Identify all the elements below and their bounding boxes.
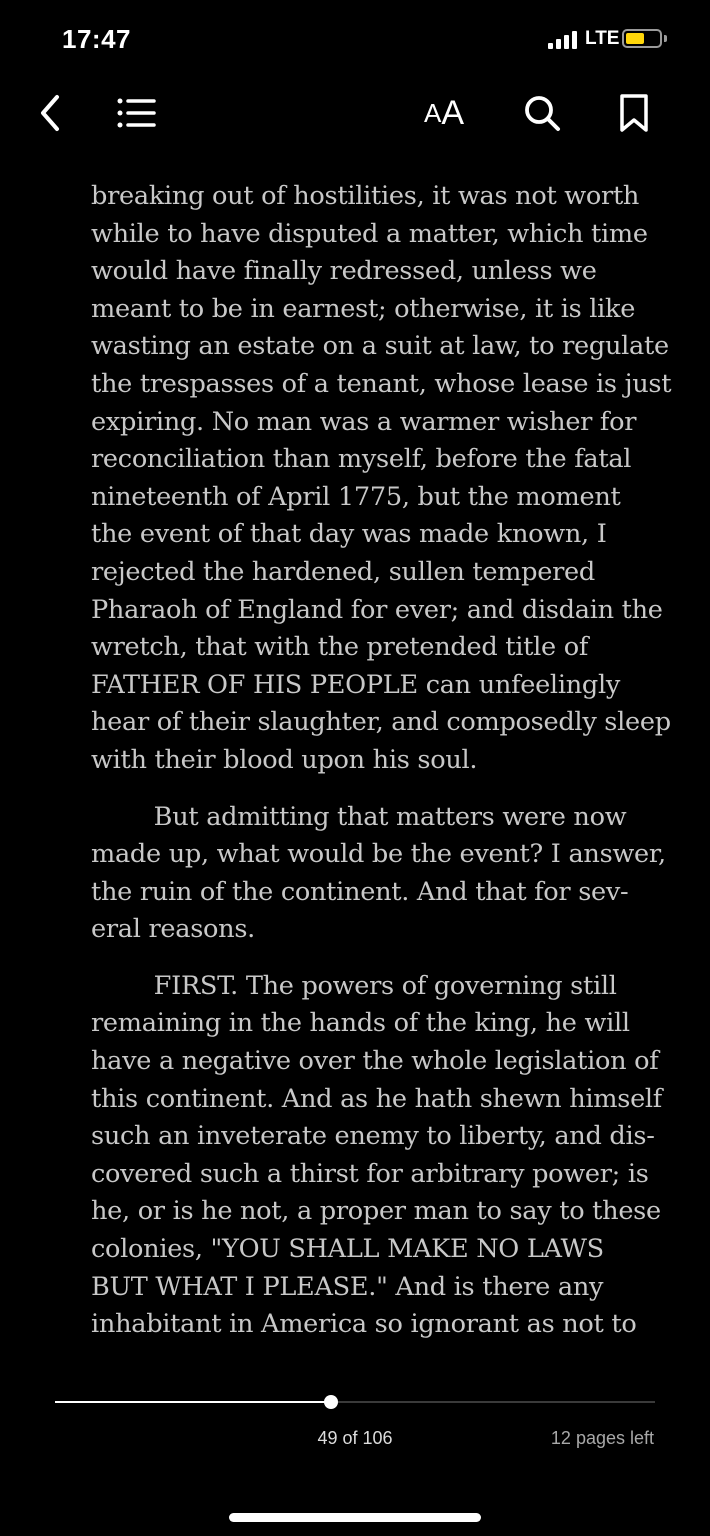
text-line: covered such a thirst for arbitrary power; is: [91, 1158, 649, 1189]
home-indicator[interactable]: [229, 1513, 481, 1522]
text-line: Pharaoh of England for ever; and disdain the: [91, 594, 663, 625]
paragraph: [91, 178, 672, 780]
text-line: hear of their slaughter, and composedly sleep: [91, 707, 671, 738]
battery-tip: [664, 35, 667, 42]
text-line: the event of that day was made known, I: [91, 519, 607, 550]
text-line: inhabitant in America so ignorant as not to: [91, 1309, 637, 1340]
text-line: have a negative over the whole legislation of: [91, 1046, 659, 1077]
text-line: this continent. And as he hath shewn himself: [91, 1083, 662, 1114]
text-line: But admitting that matters were now: [91, 801, 627, 832]
page-count: 49 of 106: [317, 1428, 393, 1448]
pages-left: 12 pages left: [550, 1428, 654, 1448]
status-bar: [0, 0, 710, 80]
bookmark-icon: [618, 93, 650, 133]
reading-progress-slider[interactable]: [55, 1401, 655, 1403]
font-size-large-label: A: [441, 93, 465, 132]
text-line: breaking out of hostilities, it was not worth: [91, 181, 640, 211]
search-button[interactable]: [518, 89, 566, 137]
bookmark-button[interactable]: [610, 89, 658, 137]
text-line: nineteenth of April 1775, but the moment: [91, 481, 621, 512]
text-line: remaining in the hands of the king, he will: [91, 1008, 630, 1039]
text-line: FATHER OF HIS PEOPLE can unfeelingly: [91, 669, 621, 700]
text-line: eral reasons.: [91, 914, 255, 945]
search-icon: [522, 93, 562, 133]
text-line: the trespasses of a tenant, whose lease is just: [91, 368, 672, 399]
battery-level: [626, 33, 644, 44]
text-line: FIRST. The powers of governing still: [91, 970, 617, 1001]
text-line: wretch, that with the pretended title of: [91, 632, 588, 663]
table-of-contents-button[interactable]: [112, 91, 160, 135]
battery-icon: [622, 29, 662, 48]
text-line: expiring. No man was a warmer wisher for: [91, 406, 637, 437]
signal-strength-icon: [548, 31, 578, 49]
text-line: reconciliation than myself, before the fatal: [91, 444, 632, 475]
network-label: LTE: [585, 28, 620, 49]
book-page-text: [91, 178, 672, 1363]
progress-fill: [55, 1401, 331, 1403]
text-line: wasting an estate on a suit at law, to regulate: [91, 331, 669, 362]
text-line: would have finally redressed, unless we: [91, 256, 597, 287]
text-line: rejected the hardened, sullen tempered: [91, 556, 595, 587]
text-line: such an inveterate enemy to liberty, and dis-: [91, 1121, 655, 1152]
text-line: with their blood upon his soul.: [91, 744, 478, 775]
text-line: BUT WHAT I PLEASE." And is there any: [91, 1271, 604, 1302]
chevron-left-icon: [37, 93, 63, 133]
back-button[interactable]: [30, 89, 70, 137]
font-size-small-label: A: [423, 97, 442, 128]
paragraph: [91, 968, 662, 1344]
list-icon: [116, 96, 156, 130]
text-line: made up, what would be the event? I answer,: [91, 839, 666, 870]
text-line: meant to be in earnest; otherwise, it is like: [91, 293, 636, 324]
text-line: he, or is he not, a proper man to say to these: [91, 1196, 661, 1227]
progress-knob[interactable]: [324, 1395, 338, 1409]
text-line: while to have disputed a matter, which time: [91, 218, 648, 249]
paragraph: [91, 799, 666, 949]
reader-toolbar: [0, 85, 710, 145]
status-time: 17:47: [62, 24, 131, 54]
font-settings-button[interactable]: [412, 89, 476, 137]
text-line: the ruin of the continent. And that for sev-: [91, 876, 629, 907]
text-line: colonies, "YOU SHALL MAKE NO LAWS: [91, 1234, 604, 1265]
